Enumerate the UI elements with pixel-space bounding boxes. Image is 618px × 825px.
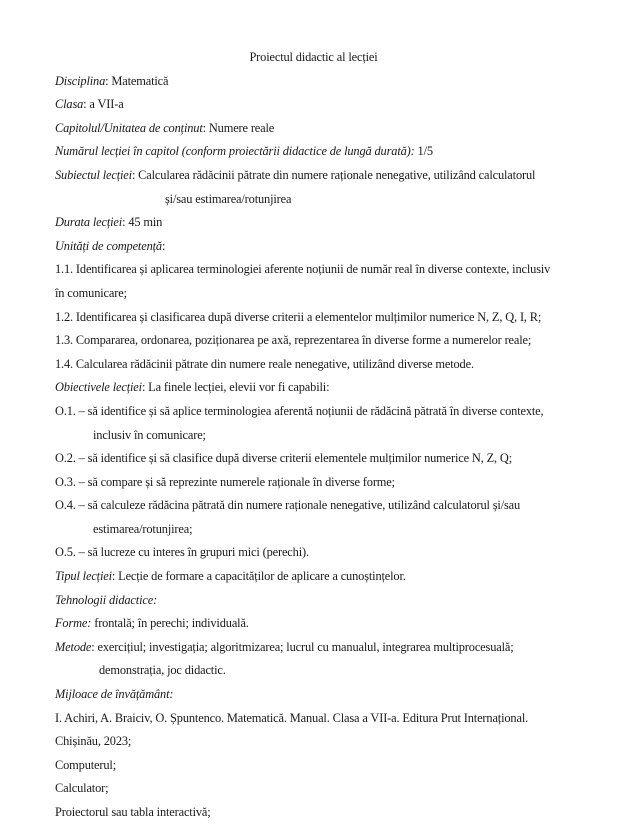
- section-unitati-heading: [55, 235, 560, 259]
- resource-item: Computerul;: [55, 757, 116, 772]
- field-value: frontală; în perechi; individuală.: [91, 616, 249, 631]
- field-label: Forme:: [55, 616, 92, 631]
- competence-item: 1.4. Calcularea rădăcinii pătrate din numere reale nenegative, utilizând diverse metode.: [55, 356, 474, 371]
- field-label: Disciplina: [55, 73, 106, 88]
- resource-item: Calculator;: [55, 781, 109, 796]
- field-value: : 45 min: [122, 215, 163, 230]
- field-value: : a VII-a: [83, 97, 124, 112]
- field-label: Subiectul lecției: [55, 167, 132, 182]
- field-disciplina: [55, 70, 560, 94]
- objective-item: O.3. – să compare și să reprezinte numerele raționale în diverse forme;: [55, 474, 395, 489]
- section-tehnologii-heading: [55, 589, 560, 613]
- field-subiectul: [55, 164, 560, 188]
- section-obiective-heading: [55, 376, 560, 400]
- field-tipul-lectiei: [55, 565, 560, 589]
- objective-item: O.4. – să calculeze rădăcina pătrată din numere raționale nenegative, utilizând calculatorul și/sau: [55, 498, 521, 513]
- field-value: : exercițiul; investigația; algoritmizarea; lucrul cu manualul, integrarea multiprocesuală;: [91, 639, 514, 654]
- field-value: 1/5: [414, 144, 433, 159]
- objective-item: O.1. – să identifice și să aplice terminologiea aferentă noțiunii de rădăcină pătrată în diverse contexte,: [55, 403, 544, 418]
- document-page: [55, 46, 560, 825]
- objective-item-continuation: estimarea/rotunjirea;: [93, 521, 193, 536]
- field-metode: [55, 636, 560, 660]
- document-title: Proiectul didactic al lecției: [249, 50, 378, 64]
- resource-item: Chișinău, 2023;: [55, 734, 132, 749]
- competence-item-continuation: în comunicare;: [55, 285, 127, 300]
- field-value: : Matematică: [105, 73, 169, 88]
- section-label: Mijloace de învățământ:: [55, 687, 174, 702]
- section-label: Unități de competență: [55, 238, 162, 253]
- field-durata: [55, 211, 560, 235]
- field-label: Durata lecției: [55, 215, 123, 230]
- competence-item: 1.3. Compararea, ordonarea, poziționarea pe axă, reprezentarea în diverse forme a numerelor reale;: [55, 333, 532, 348]
- field-value: : Lecție de formare a capacităților de aplicare a cunoștințelor.: [111, 569, 406, 584]
- section-value: : La finele lecției, elevii vor fi capabili:: [141, 380, 330, 395]
- field-capitolul: [55, 117, 560, 141]
- field-label: Tipul lecției: [55, 569, 112, 584]
- field-label: Capitolul/Unitatea de conținut: [55, 120, 203, 135]
- field-value: : Calcularea rădăcinii pătrate din numere raționale nenegative, utilizând calculatorul: [131, 167, 536, 182]
- field-label: Clasa: [55, 97, 84, 112]
- competence-item: 1.2. Identificarea și clasificarea după diverse criterii a elementelor mulțimilor numerice N, Z, Q, I, R;: [55, 309, 542, 324]
- section-suffix: :: [161, 238, 166, 253]
- field-clasa: [55, 93, 560, 117]
- objective-item: O.2. – să identifice și să clasifice după diverse criterii elementele mulțimilor numerice N, Z, Q;: [55, 451, 513, 466]
- resource-item: I. Achiri, A. Braiciv, O. Șpuntenco. Matematică. Manual. Clasa a VII-a. Editura Prut Internațional.: [55, 710, 529, 725]
- field-forme: [55, 612, 560, 636]
- section-label: Obiectivele lecției: [55, 380, 142, 395]
- field-metode-continuation: demonstrația, joc didactic.: [99, 663, 226, 678]
- field-subiectul-continuation: și/sau estimarea/rotunjirea: [165, 191, 292, 206]
- objective-item-continuation: inclusiv în comunicare;: [93, 427, 206, 442]
- field-numarul-lectiei: [55, 140, 560, 164]
- field-label: Numărul lecției în capitol (conform proiectării didactice de lungă durată):: [55, 144, 415, 159]
- field-label: Metode: [55, 639, 92, 654]
- section-label: Tehnologii didactice:: [55, 592, 158, 607]
- competence-item: 1.1. Identificarea și aplicarea terminologiei aferente noțiunii de număr real în diverse contexte, inclusiv: [55, 262, 551, 277]
- resource-item: Proiectorul sau tabla interactivă;: [55, 805, 211, 819]
- field-value: : Numere reale: [202, 120, 275, 135]
- section-mijloace-heading: [55, 683, 560, 707]
- objective-item: O.5. – să lucreze cu interes în grupuri mici (perechi).: [55, 545, 309, 560]
